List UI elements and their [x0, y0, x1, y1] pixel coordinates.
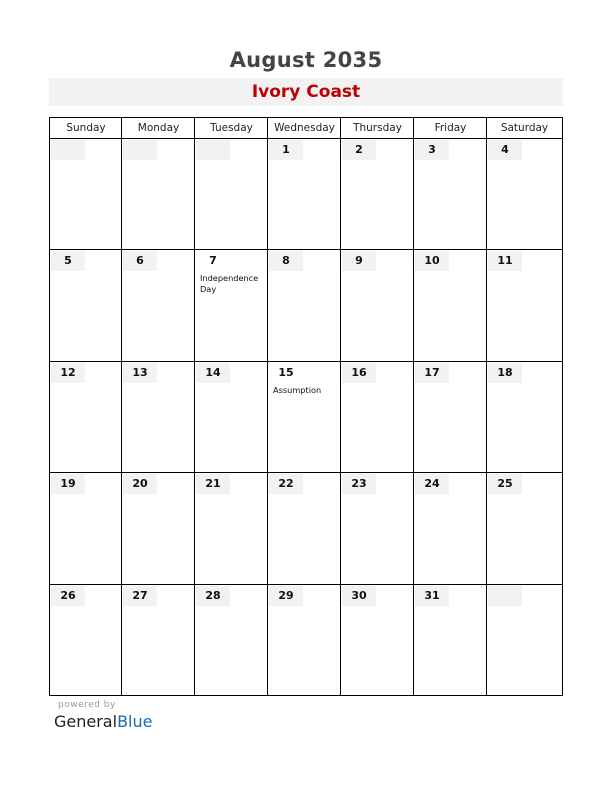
day-number-badge — [342, 586, 376, 606]
day-number-badge — [269, 474, 303, 494]
day-cell — [487, 249, 562, 360]
empty-day-cell — [487, 584, 562, 695]
day-cell — [195, 249, 268, 360]
day-number-badge — [415, 251, 449, 271]
country-name: Ivory Coast — [251, 82, 361, 102]
day-number-badge — [415, 363, 449, 383]
day-cell — [195, 584, 268, 695]
day-number-badge — [51, 140, 85, 160]
day-cell — [195, 361, 268, 472]
day-number-badge — [123, 474, 157, 494]
holiday-label: Independence Day — [200, 273, 259, 294]
day-number: 4 — [501, 143, 509, 156]
day-number-badge — [269, 140, 303, 160]
day-number-badge — [415, 474, 449, 494]
day-number-badge — [269, 586, 303, 606]
calendar-title: August 2035 — [229, 48, 383, 72]
weekday-header-1: Monday — [137, 122, 180, 134]
empty-day-cell — [122, 138, 195, 249]
day-number: 10 — [424, 254, 440, 267]
day-cell — [122, 361, 195, 472]
day-number-badge — [51, 474, 85, 494]
day-number-badge — [51, 586, 85, 606]
day-cell — [268, 249, 341, 360]
day-cell — [268, 584, 341, 695]
brand-primary: General — [54, 712, 118, 731]
day-number-badge — [51, 363, 85, 383]
day-cell — [195, 472, 268, 583]
day-number: 25 — [497, 477, 513, 490]
weekday-header-4: Thursday — [353, 122, 402, 134]
empty-day-cell — [195, 138, 268, 249]
day-number: 17 — [424, 366, 440, 379]
day-number: 12 — [60, 366, 76, 379]
day-number-badge — [269, 363, 303, 383]
generalblue-logo[interactable] — [54, 712, 152, 731]
weekday-header-5: Friday — [434, 122, 467, 134]
day-number-badge — [488, 140, 522, 160]
day-number-badge — [488, 474, 522, 494]
day-number: 30 — [351, 589, 367, 602]
day-number: 23 — [351, 477, 367, 490]
weekday-header-2: Tuesday — [210, 122, 253, 134]
day-cell — [414, 584, 487, 695]
day-cell — [487, 138, 562, 249]
day-number: 5 — [64, 254, 72, 267]
day-cell — [50, 472, 122, 583]
day-cell — [487, 472, 562, 583]
day-number-badge — [415, 586, 449, 606]
day-cell — [122, 584, 195, 695]
day-cell — [268, 361, 341, 472]
day-cell — [122, 249, 195, 360]
country-band — [49, 78, 563, 106]
day-number-badge — [342, 474, 376, 494]
day-number-badge — [269, 251, 303, 271]
day-cell — [268, 138, 341, 249]
day-number: 28 — [205, 589, 221, 602]
day-cell — [341, 138, 414, 249]
day-cell — [341, 249, 414, 360]
day-number: 27 — [132, 589, 148, 602]
weekday-header-6: Saturday — [500, 122, 549, 134]
day-number: 29 — [278, 589, 294, 602]
day-number: 26 — [60, 589, 76, 602]
day-number-badge — [123, 586, 157, 606]
brand-secondary: Blue — [117, 712, 153, 731]
calendar-grid — [49, 117, 563, 696]
day-number: 2 — [355, 143, 363, 156]
day-number: 31 — [424, 589, 440, 602]
weekday-header-3: Wednesday — [274, 122, 335, 134]
day-number: 15 — [278, 366, 294, 379]
day-number-badge — [51, 251, 85, 271]
day-number: 18 — [497, 366, 513, 379]
day-cell — [414, 361, 487, 472]
holiday-label: Assumption — [273, 385, 322, 395]
day-number: 19 — [60, 477, 76, 490]
day-cell — [341, 584, 414, 695]
day-number-badge — [342, 363, 376, 383]
day-number: 8 — [282, 254, 290, 267]
day-cell — [122, 472, 195, 583]
day-number: 22 — [278, 477, 294, 490]
day-cell — [50, 249, 122, 360]
day-number-badge — [123, 363, 157, 383]
day-number-badge — [488, 363, 522, 383]
day-number-badge — [196, 586, 230, 606]
day-number: 9 — [355, 254, 363, 267]
day-cell — [414, 138, 487, 249]
day-number-badge — [123, 251, 157, 271]
day-number: 1 — [282, 143, 290, 156]
day-number: 20 — [132, 477, 148, 490]
day-cell — [50, 584, 122, 695]
day-cell — [414, 249, 487, 360]
day-number-badge — [415, 140, 449, 160]
day-number-badge — [488, 251, 522, 271]
day-number-badge — [342, 140, 376, 160]
day-number-badge — [123, 140, 157, 160]
day-number: 14 — [205, 366, 221, 379]
day-number: 13 — [132, 366, 148, 379]
day-number: 24 — [424, 477, 440, 490]
day-cell — [487, 361, 562, 472]
day-number: 6 — [136, 254, 144, 267]
day-cell — [50, 361, 122, 472]
day-number-badge — [196, 363, 230, 383]
empty-day-cell — [50, 138, 122, 249]
day-number: 7 — [209, 254, 217, 267]
day-number-badge — [342, 251, 376, 271]
day-number: 3 — [428, 143, 436, 156]
day-cell — [414, 472, 487, 583]
day-number: 11 — [497, 254, 513, 267]
day-number: 16 — [351, 366, 367, 379]
day-number-badge — [196, 140, 230, 160]
day-number-badge — [488, 586, 522, 606]
day-cell — [341, 361, 414, 472]
day-number-badge — [196, 251, 230, 271]
powered-by-text: powered by — [58, 700, 116, 710]
day-number: 21 — [205, 477, 221, 490]
day-cell — [341, 472, 414, 583]
day-cell — [268, 472, 341, 583]
weekday-header-0: Sunday — [66, 122, 106, 134]
day-number-badge — [196, 474, 230, 494]
